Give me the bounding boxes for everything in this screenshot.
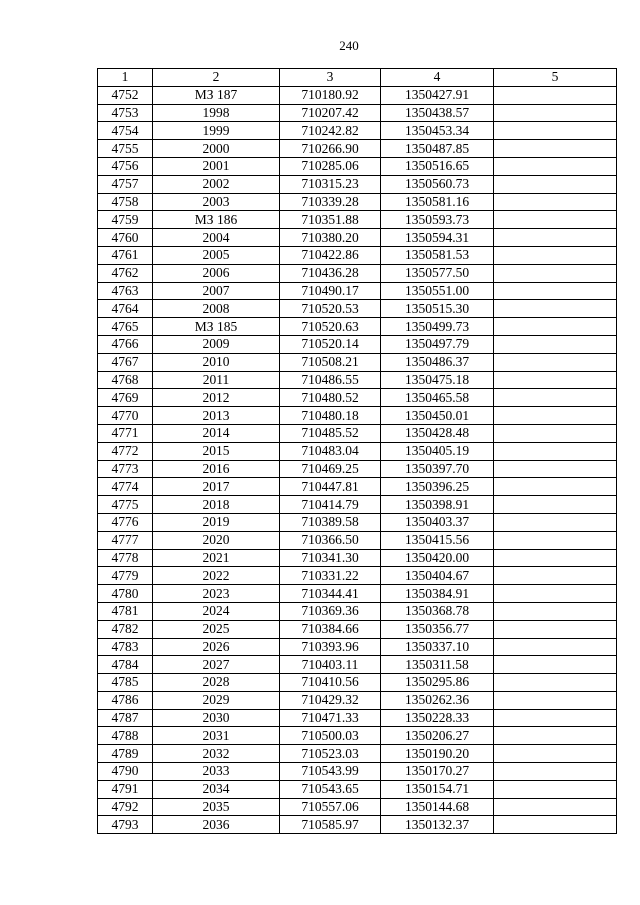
table-row [98,353,617,371]
note-cell [494,175,617,193]
point-id-cell: 2007 [153,282,280,300]
point-id-cell: 2001 [153,157,280,175]
point-number-cell: 4759 [98,211,153,229]
y-coordinate-cell: 1350499.73 [381,318,494,336]
table-row [98,371,617,389]
table-row [98,442,617,460]
point-number-cell: 4787 [98,709,153,727]
table-row [98,86,617,104]
y-coordinate-cell: 1350405.19 [381,442,494,460]
point-number-cell: 4769 [98,389,153,407]
y-coordinate-cell: 1350551.00 [381,282,494,300]
table-row [98,122,617,140]
column-header-3: 3 [280,69,381,87]
note-cell [494,460,617,478]
y-coordinate-cell: 1350594.31 [381,229,494,247]
point-id-cell: 2003 [153,193,280,211]
table-row [98,691,617,709]
note-cell [494,567,617,585]
note-cell [494,638,617,656]
x-coordinate-cell: 710180.92 [280,86,381,104]
table-row [98,193,617,211]
x-coordinate-cell: 710207.42 [280,104,381,122]
note-cell [494,763,617,781]
point-number-cell: 4790 [98,763,153,781]
y-coordinate-cell: 1350581.16 [381,193,494,211]
column-header-2: 2 [153,69,280,87]
y-coordinate-cell: 1350398.91 [381,496,494,514]
y-coordinate-cell: 1350420.00 [381,549,494,567]
note-cell [494,407,617,425]
table-row [98,246,617,264]
x-coordinate-cell: 710469.25 [280,460,381,478]
table-row [98,407,617,425]
point-number-cell: 4768 [98,371,153,389]
table-row [98,780,617,798]
point-number-cell: 4754 [98,122,153,140]
note-cell [494,602,617,620]
note-cell [494,211,617,229]
x-coordinate-cell: 710389.58 [280,513,381,531]
y-coordinate-cell: 1350560.73 [381,175,494,193]
x-coordinate-cell: 710369.36 [280,602,381,620]
note-cell [494,709,617,727]
y-coordinate-cell: 1350311.58 [381,656,494,674]
point-id-cell: 2014 [153,424,280,442]
point-id-cell: 2000 [153,140,280,158]
y-coordinate-cell: 1350438.57 [381,104,494,122]
point-id-cell: 2027 [153,656,280,674]
point-number-cell: 4757 [98,175,153,193]
x-coordinate-cell: 710331.22 [280,567,381,585]
point-number-cell: 4782 [98,620,153,638]
table-row [98,638,617,656]
y-coordinate-cell: 1350384.91 [381,585,494,603]
x-coordinate-cell: 710436.28 [280,264,381,282]
note-cell [494,780,617,798]
note-cell [494,531,617,549]
note-cell [494,745,617,763]
x-coordinate-cell: 710285.06 [280,157,381,175]
x-coordinate-cell: 710508.21 [280,353,381,371]
note-cell [494,816,617,834]
note-cell [494,727,617,745]
point-id-cell: 2002 [153,175,280,193]
point-number-cell: 4792 [98,798,153,816]
x-coordinate-cell: 710266.90 [280,140,381,158]
table-row [98,140,617,158]
table-row [98,727,617,745]
point-id-cell: 2019 [153,513,280,531]
point-id-cell: 2013 [153,407,280,425]
y-coordinate-cell: 1350356.77 [381,620,494,638]
x-coordinate-cell: 710410.56 [280,674,381,692]
table-row [98,620,617,638]
note-cell [494,656,617,674]
y-coordinate-cell: 1350154.71 [381,780,494,798]
note-cell [494,798,617,816]
point-id-cell: 2032 [153,745,280,763]
point-number-cell: 4753 [98,104,153,122]
point-number-cell: 4771 [98,424,153,442]
x-coordinate-cell: 710557.06 [280,798,381,816]
point-id-cell: 1998 [153,104,280,122]
table-row [98,282,617,300]
table-row [98,567,617,585]
x-coordinate-cell: 710341.30 [280,549,381,567]
point-number-cell: 4785 [98,674,153,692]
point-number-cell: 4786 [98,691,153,709]
point-number-cell: 4760 [98,229,153,247]
table-row [98,496,617,514]
table-row [98,549,617,567]
table-body [98,86,617,833]
point-number-cell: 4781 [98,602,153,620]
table-row [98,300,617,318]
point-id-cell: 2022 [153,567,280,585]
x-coordinate-cell: 710543.99 [280,763,381,781]
table-row [98,424,617,442]
note-cell [494,620,617,638]
point-id-cell: МЗ 185 [153,318,280,336]
y-coordinate-cell: 1350404.67 [381,567,494,585]
column-header-1: 1 [98,69,153,87]
note-cell [494,513,617,531]
point-id-cell: 2016 [153,460,280,478]
point-id-cell: 2017 [153,478,280,496]
y-coordinate-cell: 1350295.86 [381,674,494,692]
table-row [98,674,617,692]
table-row [98,264,617,282]
y-coordinate-cell: 1350453.34 [381,122,494,140]
point-id-cell: 2023 [153,585,280,603]
y-coordinate-cell: 1350415.56 [381,531,494,549]
point-number-cell: 4762 [98,264,153,282]
note-cell [494,246,617,264]
y-coordinate-cell: 1350487.85 [381,140,494,158]
note-cell [494,264,617,282]
table-row [98,318,617,336]
x-coordinate-cell: 710422.86 [280,246,381,264]
point-number-cell: 4765 [98,318,153,336]
table-row [98,513,617,531]
table-row [98,211,617,229]
x-coordinate-cell: 710366.50 [280,531,381,549]
y-coordinate-cell: 1350450.01 [381,407,494,425]
x-coordinate-cell: 710520.14 [280,335,381,353]
point-number-cell: 4784 [98,656,153,674]
x-coordinate-cell: 710486.55 [280,371,381,389]
point-number-cell: 4779 [98,567,153,585]
point-id-cell: 1999 [153,122,280,140]
point-number-cell: 4761 [98,246,153,264]
point-number-cell: 4770 [98,407,153,425]
table-header-row [98,69,617,87]
table-row [98,745,617,763]
table-row [98,585,617,603]
point-number-cell: 4778 [98,549,153,567]
table-row [98,175,617,193]
note-cell [494,229,617,247]
point-id-cell: МЗ 186 [153,211,280,229]
point-id-cell: 2034 [153,780,280,798]
x-coordinate-cell: 710523.03 [280,745,381,763]
y-coordinate-cell: 1350132.37 [381,816,494,834]
x-coordinate-cell: 710471.33 [280,709,381,727]
point-id-cell: 2026 [153,638,280,656]
point-id-cell: 2024 [153,602,280,620]
point-number-cell: 4774 [98,478,153,496]
x-coordinate-cell: 710585.97 [280,816,381,834]
x-coordinate-cell: 710429.32 [280,691,381,709]
point-number-cell: 4764 [98,300,153,318]
note-cell [494,585,617,603]
note-cell [494,193,617,211]
point-id-cell: 2036 [153,816,280,834]
point-id-cell: 2033 [153,763,280,781]
x-coordinate-cell: 710543.65 [280,780,381,798]
point-number-cell: 4793 [98,816,153,834]
x-coordinate-cell: 710344.41 [280,585,381,603]
table-row [98,798,617,816]
y-coordinate-cell: 1350516.65 [381,157,494,175]
note-cell [494,282,617,300]
table-row [98,389,617,407]
point-number-cell: 4776 [98,513,153,531]
note-cell [494,424,617,442]
y-coordinate-cell: 1350581.53 [381,246,494,264]
point-number-cell: 4755 [98,140,153,158]
point-id-cell: 2015 [153,442,280,460]
point-number-cell: 4788 [98,727,153,745]
y-coordinate-cell: 1350403.37 [381,513,494,531]
y-coordinate-cell: 1350262.36 [381,691,494,709]
table-row [98,531,617,549]
point-id-cell: 2009 [153,335,280,353]
point-id-cell: 2025 [153,620,280,638]
y-coordinate-cell: 1350228.33 [381,709,494,727]
y-coordinate-cell: 1350486.37 [381,353,494,371]
point-id-cell: 2012 [153,389,280,407]
point-id-cell: 2028 [153,674,280,692]
x-coordinate-cell: 710447.81 [280,478,381,496]
table-row [98,656,617,674]
point-id-cell: 2018 [153,496,280,514]
note-cell [494,104,617,122]
x-coordinate-cell: 710315.23 [280,175,381,193]
point-number-cell: 4789 [98,745,153,763]
y-coordinate-cell: 1350368.78 [381,602,494,620]
point-number-cell: 4772 [98,442,153,460]
note-cell [494,122,617,140]
note-cell [494,496,617,514]
y-coordinate-cell: 1350206.27 [381,727,494,745]
point-id-cell: 2029 [153,691,280,709]
point-id-cell: 2021 [153,549,280,567]
x-coordinate-cell: 710403.11 [280,656,381,674]
table-row [98,157,617,175]
column-header-4: 4 [381,69,494,87]
note-cell [494,549,617,567]
column-header-5: 5 [494,69,617,87]
point-id-cell: 2011 [153,371,280,389]
note-cell [494,353,617,371]
note-cell [494,140,617,158]
y-coordinate-cell: 1350397.70 [381,460,494,478]
x-coordinate-cell: 710520.63 [280,318,381,336]
table-row [98,709,617,727]
table-row [98,229,617,247]
point-id-cell: 2035 [153,798,280,816]
x-coordinate-cell: 710414.79 [280,496,381,514]
note-cell [494,318,617,336]
x-coordinate-cell: 710480.18 [280,407,381,425]
point-number-cell: 4773 [98,460,153,478]
point-number-cell: 4791 [98,780,153,798]
note-cell [494,335,617,353]
y-coordinate-cell: 1350337.10 [381,638,494,656]
y-coordinate-cell: 1350170.27 [381,763,494,781]
y-coordinate-cell: 1350475.18 [381,371,494,389]
point-number-cell: 4763 [98,282,153,300]
y-coordinate-cell: 1350190.20 [381,745,494,763]
y-coordinate-cell: 1350577.50 [381,264,494,282]
y-coordinate-cell: 1350396.25 [381,478,494,496]
x-coordinate-cell: 710483.04 [280,442,381,460]
x-coordinate-cell: 710490.17 [280,282,381,300]
y-coordinate-cell: 1350515.30 [381,300,494,318]
x-coordinate-cell: 710393.96 [280,638,381,656]
coordinates-table [97,68,617,834]
x-coordinate-cell: 710500.03 [280,727,381,745]
note-cell [494,674,617,692]
note-cell [494,389,617,407]
table-row [98,602,617,620]
point-number-cell: 4752 [98,86,153,104]
x-coordinate-cell: 710384.66 [280,620,381,638]
point-number-cell: 4766 [98,335,153,353]
point-number-cell: 4780 [98,585,153,603]
x-coordinate-cell: 710520.53 [280,300,381,318]
note-cell [494,691,617,709]
x-coordinate-cell: 710339.28 [280,193,381,211]
point-id-cell: 2005 [153,246,280,264]
x-coordinate-cell: 710485.52 [280,424,381,442]
point-id-cell: 2004 [153,229,280,247]
page-number: 240 [339,38,359,53]
x-coordinate-cell: 710380.20 [280,229,381,247]
note-cell [494,442,617,460]
y-coordinate-cell: 1350465.58 [381,389,494,407]
point-id-cell: 2006 [153,264,280,282]
y-coordinate-cell: 1350427.91 [381,86,494,104]
point-id-cell: МЗ 187 [153,86,280,104]
table-row [98,460,617,478]
x-coordinate-cell: 710480.52 [280,389,381,407]
point-id-cell: 2030 [153,709,280,727]
point-number-cell: 4758 [98,193,153,211]
y-coordinate-cell: 1350593.73 [381,211,494,229]
point-id-cell: 2008 [153,300,280,318]
note-cell [494,300,617,318]
y-coordinate-cell: 1350428.48 [381,424,494,442]
point-number-cell: 4783 [98,638,153,656]
table-row [98,763,617,781]
note-cell [494,478,617,496]
point-id-cell: 2010 [153,353,280,371]
table-row [98,816,617,834]
point-number-cell: 4756 [98,157,153,175]
point-number-cell: 4777 [98,531,153,549]
x-coordinate-cell: 710351.88 [280,211,381,229]
table-row [98,335,617,353]
y-coordinate-cell: 1350144.68 [381,798,494,816]
note-cell [494,371,617,389]
note-cell [494,86,617,104]
y-coordinate-cell: 1350497.79 [381,335,494,353]
table-row [98,104,617,122]
point-number-cell: 4767 [98,353,153,371]
point-id-cell: 2031 [153,727,280,745]
x-coordinate-cell: 710242.82 [280,122,381,140]
point-number-cell: 4775 [98,496,153,514]
note-cell [494,157,617,175]
table-row [98,478,617,496]
point-id-cell: 2020 [153,531,280,549]
